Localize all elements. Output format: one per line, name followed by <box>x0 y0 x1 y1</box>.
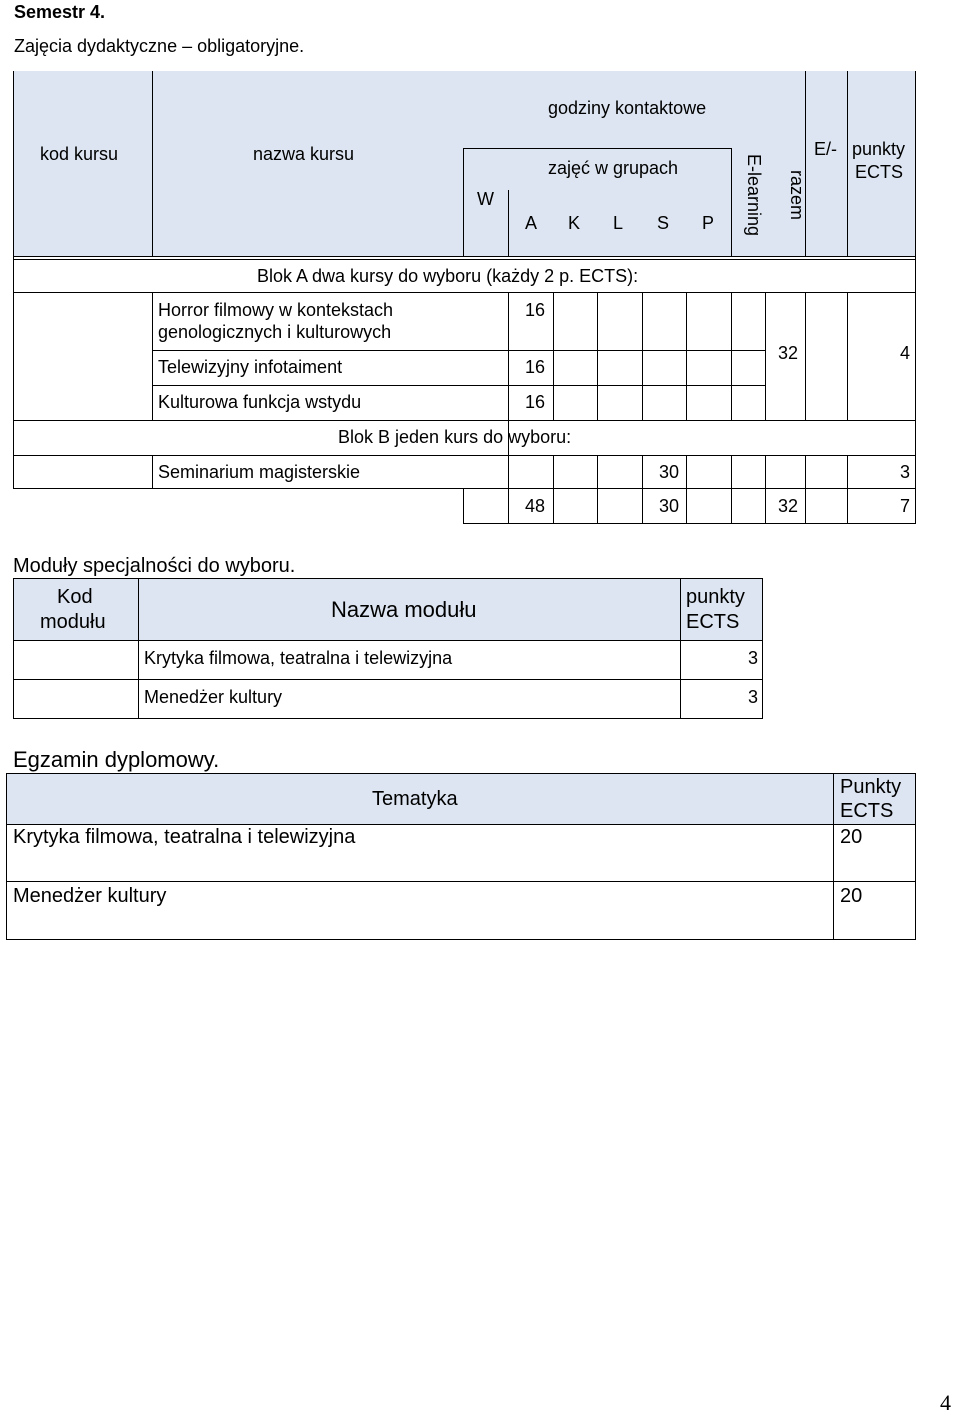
page-number: 4 <box>940 1390 951 1415</box>
moduly-header-kod: Kod <box>57 586 93 608</box>
header-zajec-w-grupach: zajęć w grupach <box>548 158 679 178</box>
header-ects: ECTS <box>855 162 904 182</box>
egzamin-header-tematyka: Tematyka <box>372 788 458 810</box>
header-elearning: E-learning <box>744 154 764 237</box>
module-name: Krytyka filmowa, teatralna i telewizyjna <box>144 648 453 668</box>
header-l: L <box>613 213 624 233</box>
total-ects: 7 <box>900 496 911 516</box>
egzamin-topic: Krytyka filmowa, teatralna i telewizyjna <box>13 826 356 848</box>
moduly-title: Moduły specjalności do wyboru. <box>13 555 296 577</box>
total-w: 48 <box>525 496 546 516</box>
header-e: E/- <box>814 139 838 159</box>
header-punkty: punkty <box>852 139 906 159</box>
total-razem: 32 <box>778 496 799 516</box>
module-ects: 3 <box>748 648 759 668</box>
blok-a-ects: 4 <box>900 343 911 363</box>
blok-a-title: Blok A dwa kursy do wyboru (każdy 2 p. ECTS): <box>257 266 639 286</box>
egzamin-ects: 20 <box>840 885 863 907</box>
egzamin-topic: Menedżer kultury <box>13 885 167 907</box>
moduly-header-kod-line2: modułu <box>40 611 106 633</box>
moduly-header-ects: ECTS <box>686 611 740 633</box>
header-nazwa-kursu: nazwa kursu <box>253 144 355 164</box>
header-kod-kursu: kod kursu <box>40 144 119 164</box>
egzamin-ects: 20 <box>840 826 863 848</box>
header-p: P <box>702 213 715 233</box>
header-k: K <box>568 213 581 233</box>
moduly-header-punkty: punkty <box>686 586 745 608</box>
egzamin-title: Egzamin dyplomowy. <box>13 747 220 772</box>
seminar-ects: 3 <box>900 462 911 482</box>
seminar-name: Seminarium magisterskie <box>158 462 361 482</box>
course-name: Kulturowa funkcja wstydu <box>158 392 362 412</box>
header-razem: razem <box>787 170 807 221</box>
course-name: Horror filmowy w kontekstach <box>158 300 394 320</box>
egzamin-header-ects: ECTS <box>840 800 894 822</box>
total-s: 30 <box>659 496 680 516</box>
moduly-header-nazwa: Nazwa modułu <box>331 597 477 622</box>
course-name: Telewizyjny infotaiment <box>158 357 343 377</box>
header-s: S <box>657 213 670 233</box>
course-name-line2: genologicznych i kulturowych <box>158 322 392 342</box>
header-a: A <box>525 213 538 233</box>
egzamin-header-punkty: Punkty <box>840 776 902 798</box>
course-hours-w: 16 <box>525 300 546 320</box>
blok-b-title: Blok B jeden kurs do wyboru: <box>338 427 572 447</box>
semester-subtitle: Zajęcia dydaktyczne – obligatoryjne. <box>14 36 305 56</box>
header-w: W <box>477 189 494 209</box>
module-ects: 3 <box>748 687 759 707</box>
seminar-hours-s: 30 <box>659 462 680 482</box>
header-godziny-kontaktowe: godziny kontaktowe <box>548 98 707 118</box>
course-hours-w: 16 <box>525 392 546 412</box>
semester-title: Semestr 4. <box>14 2 106 22</box>
blok-a-razem: 32 <box>778 343 799 363</box>
course-hours-w: 16 <box>525 357 546 377</box>
module-name: Menedżer kultury <box>144 687 283 707</box>
